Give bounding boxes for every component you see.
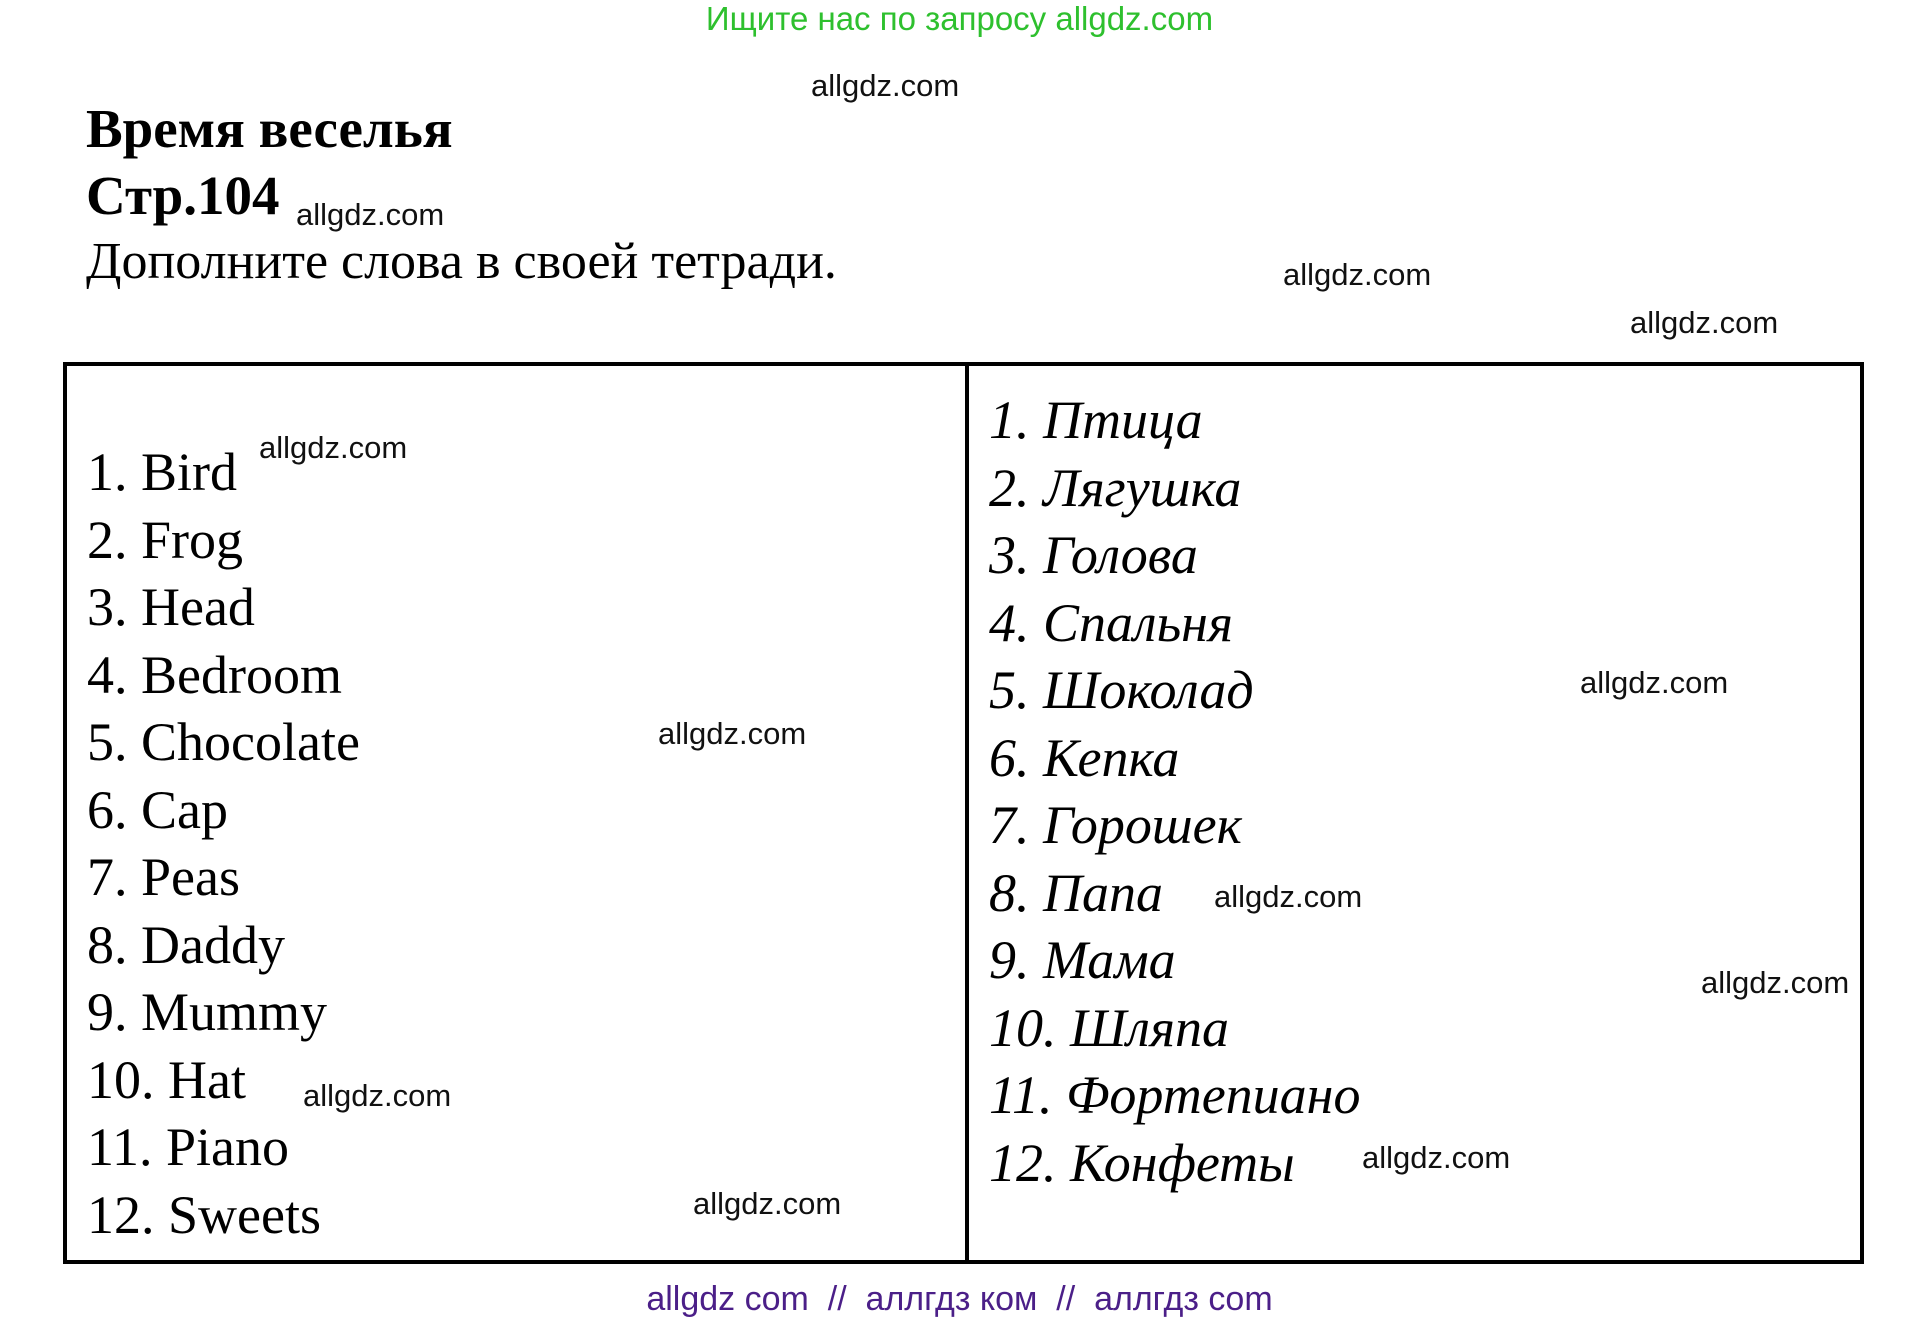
list-item: 10. Hat — [87, 1049, 246, 1110]
watermark: allgdz.com — [296, 197, 445, 232]
watermark: allgdz.com — [658, 716, 807, 751]
watermark: allgdz.com — [259, 430, 408, 465]
watermark: allgdz.com — [1701, 965, 1850, 1000]
bottom-banner: allgdz com // аллгдз ком // аллгдз com — [646, 1280, 1273, 1318]
list-item: 3. Head — [87, 577, 255, 637]
watermark: allgdz.com — [1580, 665, 1729, 700]
list-item: 8. Daddy — [87, 914, 285, 975]
list-item: 1. Птица — [989, 390, 1203, 450]
watermark: allgdz.com — [1283, 257, 1432, 292]
list-item: 5. Шоколад — [989, 660, 1254, 720]
vocabulary-table — [63, 362, 1864, 1264]
english-words-list — [87, 439, 360, 1249]
list-item: 12. Конфеты — [989, 1132, 1295, 1193]
list-item: 2. Лягушка — [989, 457, 1242, 518]
watermark: allgdz.com — [1630, 305, 1779, 340]
list-item: 9. Mummy — [87, 982, 328, 1042]
watermark: allgdz.com — [1214, 879, 1363, 914]
top-banner: Ищите нас по запросу allgdz.com — [705, 0, 1214, 37]
list-item: 8. Папа — [989, 862, 1163, 923]
instruction-text: Дополните слова в своей тетради. — [86, 233, 837, 290]
list-item: 1. Bird — [87, 442, 238, 502]
list-item: 6. Cap — [87, 779, 228, 840]
list-item: 12. Sweets — [87, 1184, 321, 1245]
list-item: 7. Peas — [87, 847, 240, 907]
list-item: 7. Горошек — [989, 795, 1242, 855]
list-item: 4. Bedroom — [87, 644, 342, 705]
list-item: 4. Спальня — [989, 592, 1234, 653]
watermark: allgdz.com — [811, 68, 960, 103]
list-item: 5. Chocolate — [87, 712, 360, 772]
page-number: Стр.104 — [86, 165, 280, 226]
column-divider — [965, 366, 969, 1260]
list-item: 9. Мама — [989, 930, 1176, 990]
lesson-title: Время веселья — [86, 98, 453, 159]
watermark: allgdz.com — [1362, 1140, 1511, 1175]
list-item: 6. Кепка — [989, 727, 1180, 788]
list-item: 2. Frog — [87, 509, 244, 570]
list-item: 11. Фортепиано — [989, 1065, 1361, 1125]
list-item: 11. Piano — [87, 1117, 289, 1177]
list-item: 3. Голова — [989, 525, 1198, 585]
watermark: allgdz.com — [303, 1078, 452, 1113]
list-item: 10. Шляпа — [989, 997, 1229, 1058]
watermark: allgdz.com — [693, 1186, 842, 1221]
russian-words-list — [989, 387, 1363, 1197]
